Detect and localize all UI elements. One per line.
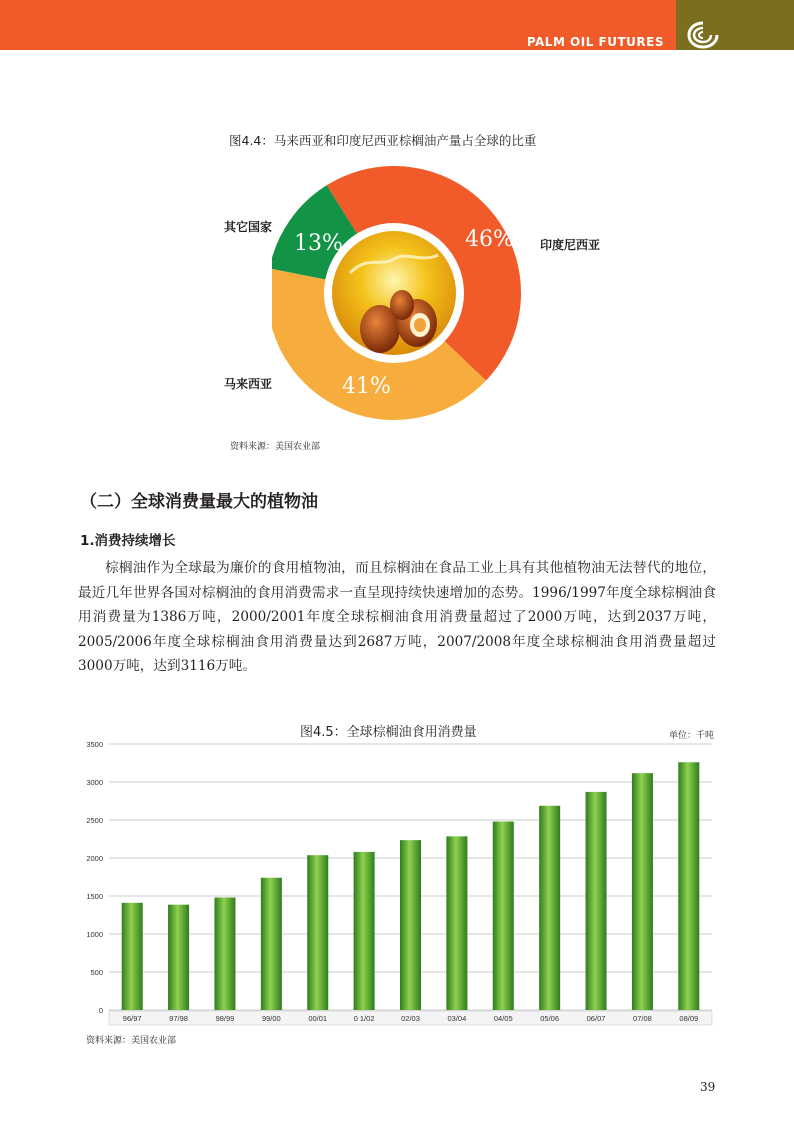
figure-4-5-title: 图4.5：全球棕榈油食用消费量 (300, 725, 477, 740)
x-tick-label: 07/08 (633, 1014, 652, 1023)
pie-chart-svg (272, 155, 532, 440)
bar-0708 (632, 773, 653, 1010)
bar-9798 (168, 905, 189, 1010)
x-tick-label: 06/07 (586, 1014, 606, 1023)
pie-label-indonesia: 印度尼西亚 (540, 238, 601, 252)
body-paragraph: 棕榈油作为全球最为廉价的食用植物油，而且棕榈油在食品工业上具有其他植物油无法替代的地位，最近几年世界各国对棕榈油的食用消费需求一直呈现持续快速增加的态势。1996/1997年度全球棕榈油食用消费量为1386万吨，2000/2001年度全球棕榈油食用消费量超过了2000万吨，达到2037万吨，2005/2006年度全球棕榈油食用消费量达到2687万吨，2007/2008年度全球棕榈油食用消费量超过3000万吨，达到3116万吨。 (78, 560, 716, 674)
bar-9697 (122, 903, 143, 1010)
bar-0304 (446, 836, 467, 1010)
pie-pct-malaysia: 41% (342, 374, 391, 399)
y-tick-label: 1500 (86, 892, 103, 901)
x-tick-label: 04/05 (493, 1014, 513, 1023)
palm-oil-photo (332, 231, 456, 355)
bar-0607 (586, 792, 607, 1010)
pie-pct-others: 13% (294, 231, 343, 256)
x-tick-label: 96/97 (122, 1014, 142, 1023)
pie-chart (272, 155, 532, 444)
x-tick-label: 02/03 (401, 1014, 420, 1023)
swirl-logo-icon (686, 21, 720, 49)
header-title: PALM OIL FUTURES (526, 35, 664, 49)
figure-4-5-source: 资料来源：美国农业部 (86, 1036, 177, 1046)
bar-0102 (354, 852, 375, 1010)
x-tick-label: 0 1/02 (353, 1014, 375, 1023)
y-tick-label: 0 (98, 1006, 103, 1015)
y-tick-label: 3000 (86, 778, 103, 787)
x-tick-label: 00/01 (308, 1014, 328, 1023)
x-tick-label: 97/98 (169, 1014, 188, 1023)
unit-label: 单位：千吨 (669, 731, 715, 741)
y-tick-label: 3500 (86, 740, 103, 749)
figure-4-4-source: 资料来源：美国农业部 (230, 442, 321, 452)
pie-label-others: 其它国家 (224, 220, 273, 234)
bar-0405 (493, 822, 514, 1010)
x-tick-label: 08/09 (679, 1014, 699, 1023)
bar-0809 (678, 762, 699, 1010)
x-tick-label: 05/06 (540, 1014, 560, 1023)
y-tick-label: 500 (90, 968, 103, 977)
section-heading: （二）全球消费量最大的植物油 (80, 492, 318, 512)
bar-9899 (214, 898, 235, 1010)
bar-chart-svg (72, 738, 722, 1030)
figure-4-4-title: 图4.4：马来西亚和印度尼西亚棕榈油产量占全球的比重 (229, 133, 537, 148)
pie-pct-indonesia: 46% (465, 227, 514, 252)
bar-0506 (539, 806, 560, 1010)
pie-label-malaysia: 马来西亚 (224, 377, 273, 391)
x-tick-label: 99/00 (261, 1014, 281, 1023)
bar-9900 (261, 878, 282, 1010)
page-number: 39 (700, 1080, 716, 1094)
y-tick-label: 2000 (86, 854, 103, 863)
y-tick-label: 2500 (86, 816, 103, 825)
bar-0001 (307, 855, 328, 1010)
bar-chart (72, 738, 722, 1034)
bar-0203 (400, 840, 421, 1010)
x-tick-label: 98/99 (215, 1014, 235, 1023)
y-tick-label: 1000 (86, 930, 103, 939)
x-tick-label: 03/04 (447, 1014, 467, 1023)
subsection-heading: 1.消费持续增长 (80, 533, 176, 549)
